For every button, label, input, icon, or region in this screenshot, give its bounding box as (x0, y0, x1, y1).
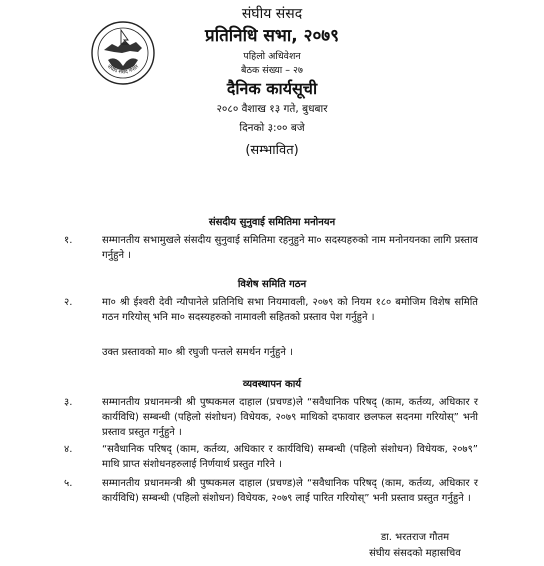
item-text: “सवैधानिक परिषद् (काम, कर्तव्य, अधिकार र कार्यविधि) सम्बन्धी (पहिलो संशोधन) विधेयक, २०७९” माथि प्राप्त संशोधनहरुलाई निर्णयार्थ प्रस्तुत गरिने । (102, 444, 478, 470)
signature-block (340, 530, 490, 562)
item-number: १. (64, 235, 73, 246)
house-title: प्रतिनिधि सभा, २०७९ (205, 25, 339, 46)
signatory-title: संघीय संसदको महासचिव (369, 548, 461, 559)
agenda-title: दैनिक कार्यसूची (226, 78, 318, 98)
item-text: मा० श्री ईश्वरी देवी न्यौपानेले प्रतिनिधि सभा नियमावली, २०७९ को नियम १८० बमोजिम विशेष समिति गठन गरियोस् भनि मा० सदस्यहरुको नामावली सहितको प्रस्ताव पेश गर्नुहुने । (102, 297, 478, 323)
item-number: ३. (64, 397, 73, 408)
document-header (0, 6, 544, 159)
section-title-legislation: व्यवस्थापन कार्य (242, 379, 302, 390)
emblem-text: संघीय संसद नेपाल (105, 63, 141, 76)
signatory-name: डा. भरतराज गौतम (380, 532, 450, 543)
section-title-hearing: संसदीय सुनुवाई समितिमा मनोनयन (208, 217, 336, 228)
parliament-name: संघीय संसद (241, 6, 303, 22)
session-label: पहिलो अधिवेशन (243, 50, 301, 62)
item-text: सम्मानतीय प्रधानमन्त्री श्री पुष्पकमल दाहाल (प्रचण्ड)ले “सवैधानिक परिषद् (काम, कर्तव्य, अधिकार र कार्यविधि) सम्बन्धी (पहिलो संशोधन) विधेयक, २०७९ लाई पारित गरियोस्” भनी प्रस्ताव प्रस्तुत गर्नुहुने । (102, 478, 478, 504)
meeting-time: दिनको ३:०० बजे (239, 121, 305, 134)
section-title-special-committee: विशेष समिति गठन (237, 279, 307, 290)
item-text: सम्मानतीय प्रधानमन्त्री श्री पुष्पकमल दाहाल (प्रचण्ड)ले “सवैधानिक परिषद् (काम, कर्तव्य, अधिकार र कार्यविधि) सम्बन्धी (पहिलो संशोधन) विधेयक, २०७९ माथिको दफावार छलफल सदनमा गरियोस्” भनी प्रस्ताव प्रस्तुत गर्नुहुने । (102, 397, 478, 438)
tentative-label: (सम्भावित) (245, 142, 299, 158)
meeting-number: बैठक संख्या – २७ (241, 64, 303, 76)
item-text: सम्मानतीय सभामुखले संसदीय सुनुवाई समितिमा रहनुहुने मा० सदस्यहरुको नाम मनोनयनका लागि प्रस्ताव गर्नुहुने । (102, 235, 478, 261)
item-text: उक्त प्रस्तावको मा० श्री रघुजी पन्तले समर्थन गर्नुहुने । (102, 347, 293, 358)
item-number: ५. (64, 478, 73, 489)
item-number: २. (64, 297, 73, 308)
item-number: ४. (64, 444, 73, 455)
meeting-date: २०८० वैशाख १३ गते, बुधबार (216, 102, 328, 115)
